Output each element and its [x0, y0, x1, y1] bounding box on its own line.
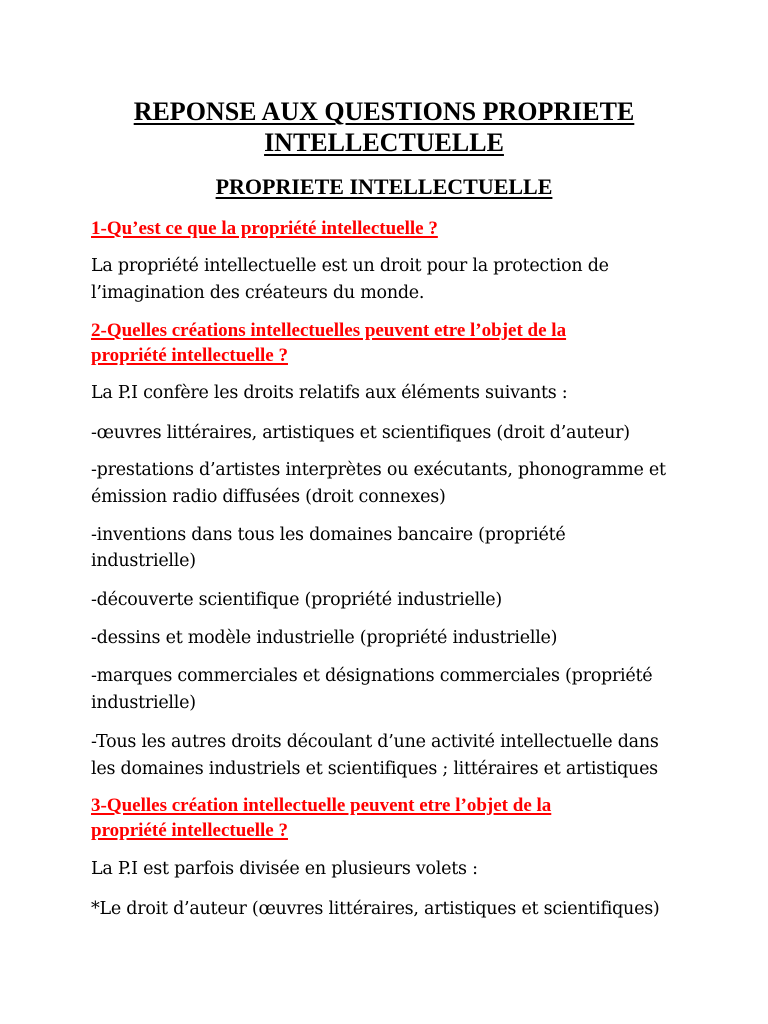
answer-2-item-6-line-2: industrielle) [91, 693, 196, 713]
answer-2-item-2-line-2: émission radio diffusées (droit connexes) [91, 487, 446, 507]
answer-1-line-1: La propriété intellectuelle est un droit pour la protection de [91, 256, 609, 276]
answer-2-item-1: -œuvres littéraires, artistiques et scientifiques (droit d’auteur) [91, 423, 630, 443]
answer-2-item-7-line-1: -Tous les autres droits découlant d’une activité intellectuelle dans [91, 732, 659, 752]
question-1: 1-Qu’est ce que la propriété intellectuelle ? [91, 218, 438, 239]
answer-3-intro: La P.I est parfois divisée en plusieurs volets : [91, 859, 478, 879]
answer-2-item-4: -découverte scientifique (propriété industrielle) [91, 590, 502, 610]
answer-2-item-3-line-2: industrielle) [91, 551, 196, 571]
question-3-line-1: 3-Quelles création intellectuelle peuvent etre l’objet de la [91, 795, 552, 816]
answer-1-line-2: l’imagination des créateurs du monde. [91, 283, 425, 303]
answer-2-item-5: -dessins et modèle industrielle (propriété industrielle) [91, 628, 558, 648]
section-heading: PROPRIETE INTELLECTUELLE [215, 174, 553, 199]
document-title-line-1: REPONSE AUX QUESTIONS PROPRIETE [133, 97, 635, 126]
question-2-line-2: propriété intellectuelle ? [91, 345, 288, 366]
answer-2-intro: La P.I confère les droits relatifs aux éléments suivants : [91, 383, 568, 403]
answer-2-item-6-line-1: -marques commerciales et désignations commerciales (propriété [91, 666, 653, 686]
answer-2-item-7-line-2: les domaines industriels et scientifiques ; littéraires et artistiques [91, 759, 658, 779]
document-title-line-2: INTELLECTUELLE [264, 128, 504, 157]
answer-3-item-1: *Le droit d’auteur (œuvres littéraires, artistiques et scientifiques) [91, 899, 660, 919]
answer-2-item-2-line-1: -prestations d’artistes interprètes ou exécutants, phonogramme et [91, 460, 666, 480]
answer-2-item-3-line-1: -inventions dans tous les domaines bancaire (propriété [91, 525, 566, 545]
question-3-line-2: propriété intellectuelle ? [91, 820, 288, 841]
question-2-line-1: 2-Quelles créations intellectuelles peuvent etre l’objet de la [91, 320, 567, 341]
